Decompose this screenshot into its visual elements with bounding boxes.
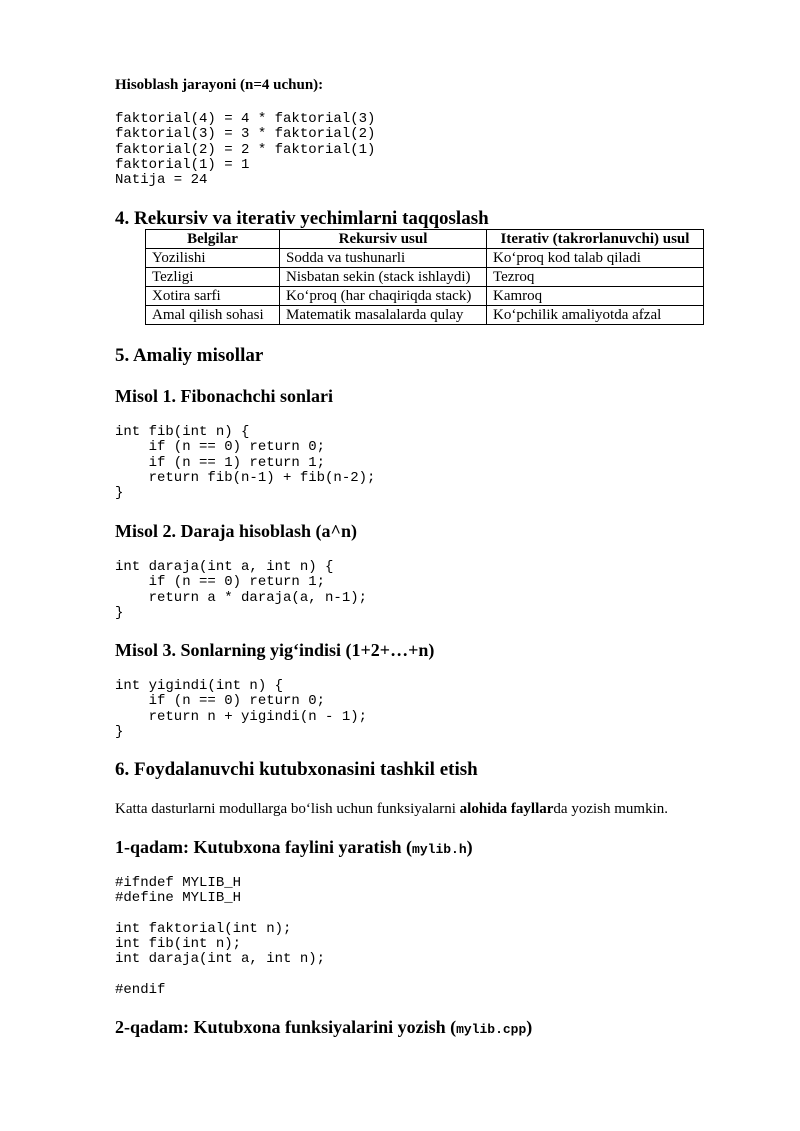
example-1-title: Misol 1. Fibonachchi sonlari	[115, 386, 334, 406]
section-4-title: 4. Rekursiv va iterativ yechimlarni taqqoslash	[115, 208, 489, 229]
table-row	[146, 249, 704, 268]
table-cell: Ko‘pchilik amaliyotda afzal	[487, 306, 704, 325]
table-cell: Yozilishi	[146, 249, 280, 268]
table-cell: Kamroq	[487, 287, 704, 306]
comparison-table	[145, 229, 704, 325]
example-2-title: Misol 2. Daraja hisoblash (a^n)	[115, 521, 357, 541]
paragraph-text-end: da yozish mumkin.	[553, 801, 668, 817]
section-5-title: 5. Amaliy misollar	[115, 345, 264, 366]
table-row	[146, 268, 704, 287]
example-1-code-block: int fib(int n) { if (n == 0) return 0; if (n == 1) return 1; return fib(n-1) + fib(n-2); }	[115, 424, 376, 502]
table-cell: Tezligi	[146, 268, 280, 287]
paragraph-bold-text: alohida fayllar	[459, 801, 554, 817]
paragraph-text: Katta dasturlarni modullarga bo‘lish uchun funksiyalarni	[115, 801, 460, 817]
table-cell: Ko‘proq (har chaqiriqda stack)	[280, 287, 487, 306]
step-2-title	[115, 1017, 532, 1038]
step-2-title-close: )	[526, 1017, 533, 1037]
step-2-filename: mylib.cpp	[456, 1022, 527, 1037]
section-6-paragraph	[115, 801, 668, 818]
step-1-filename: mylib.h	[412, 842, 467, 857]
example-3-title: Misol 3. Sonlarning yig‘indisi (1+2+…+n)	[115, 640, 435, 660]
table-header-cell: Belgilar	[146, 230, 280, 249]
table-row	[146, 287, 704, 306]
step-1-title	[115, 837, 473, 858]
calc-heading: Hisoblash jarayoni (n=4 uchun):	[115, 77, 324, 93]
step-2-title-text: 2-qadam: Kutubxona funksiyalarini yozish (	[115, 1017, 457, 1037]
example-3-code-block: int yigindi(int n) { if (n == 0) return 0; return n + yigindi(n - 1); }	[115, 678, 368, 740]
table-header-cell: Iterativ (takrorlanuvchi) usul	[487, 230, 704, 249]
table-cell: Matematik masalalarda qulay	[280, 306, 487, 325]
step-1-title-text: 1-qadam: Kutubxona faylini yaratish (	[115, 837, 413, 857]
section-6-title: 6. Foydalanuvchi kutubxonasini tashkil etish	[115, 759, 478, 780]
table-cell: Amal qilish sohasi	[146, 306, 280, 325]
calc-code-block: faktorial(4) = 4 * faktorial(3) faktorial(3) = 3 * faktorial(2) faktorial(2) = 2 * faktorial(1) faktorial(1) = 1 Natija = 24	[115, 111, 376, 189]
table-header-cell: Rekursiv usul	[280, 230, 487, 249]
table-cell: Sodda va tushunarli	[280, 249, 487, 268]
table-cell: Xotira sarfi	[146, 287, 280, 306]
table-cell: Tezroq	[487, 268, 704, 287]
step-1-title-close: )	[466, 837, 473, 857]
table-header-row	[146, 230, 704, 249]
step-1-code-block: #ifndef MYLIB_H #define MYLIB_H int faktorial(int n); int fib(int n); int daraja(int a, int n); #endif	[115, 875, 326, 999]
table-row	[146, 306, 704, 325]
table-cell: Ko‘proq kod talab qiladi	[487, 249, 704, 268]
table-cell: Nisbatan sekin (stack ishlaydi)	[280, 268, 487, 287]
example-2-code-block: int daraja(int a, int n) { if (n == 0) return 1; return a * daraja(a, n-1); }	[115, 559, 368, 621]
